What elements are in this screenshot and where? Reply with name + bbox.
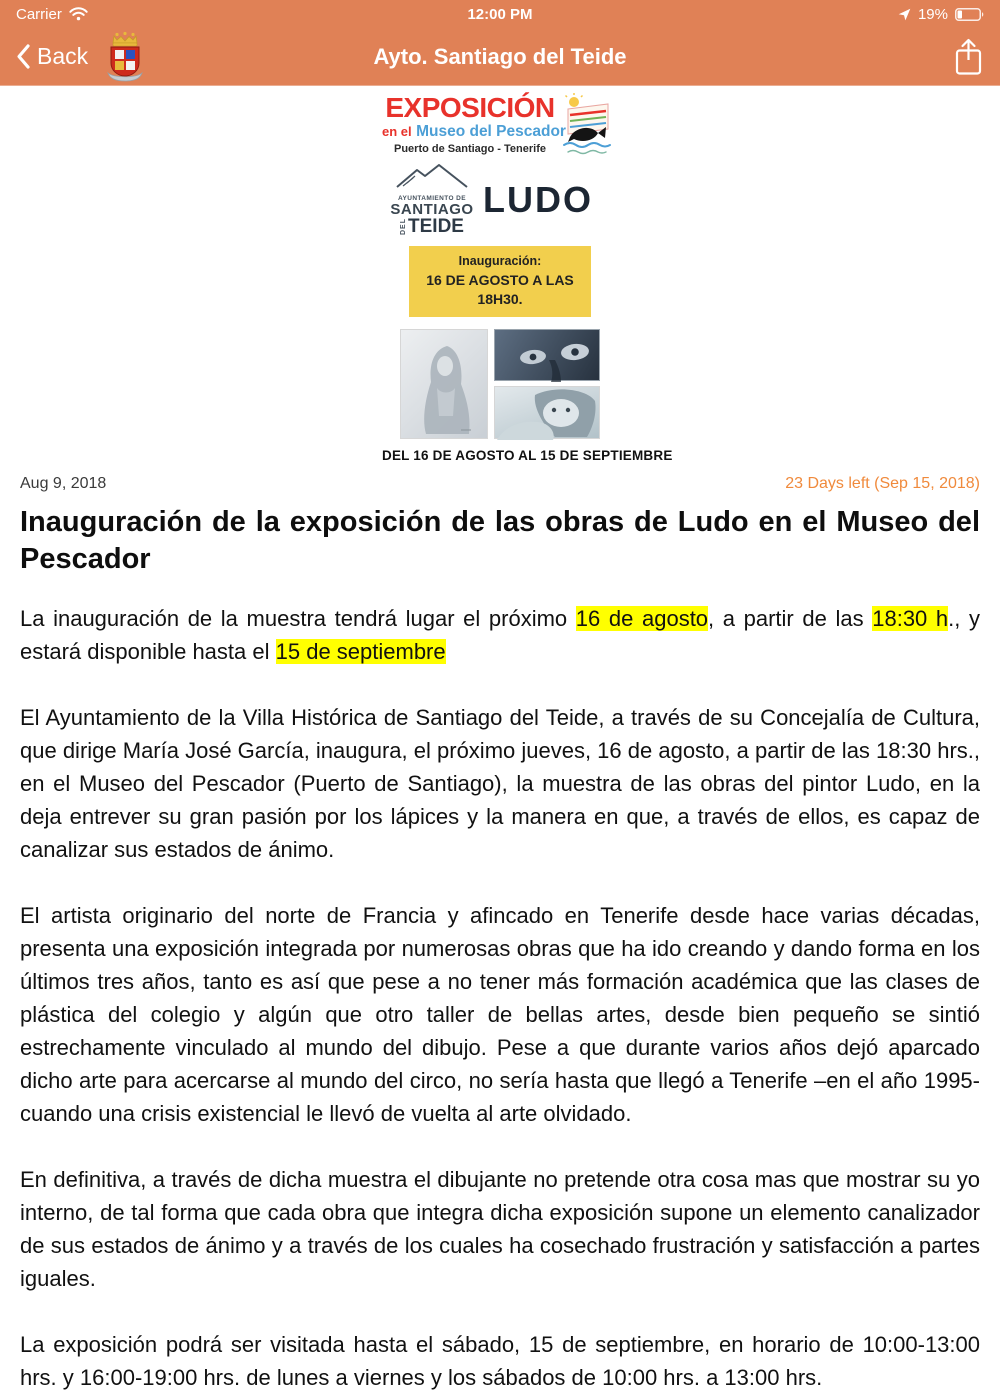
event-poster [382,91,673,463]
back-label: Back [37,43,89,69]
share-icon [953,37,984,77]
inauguration-date: 16 DE AGOSTO A LAS 18H30. [426,271,574,308]
subtitle-name: Museo del Pescador [416,123,566,141]
artwork-portrait-drawing [494,386,600,439]
back-button[interactable] [16,43,88,70]
town-crest-icon [104,31,146,83]
highlight-opening-date: 16 de agosto [575,605,709,631]
inauguration-label: Inauguración: [458,254,542,268]
highlight-opening-time: 18:30 h [872,605,949,631]
article-headline: Inauguración de la exposición de las obras de Ludo en el Museo del Pescador [20,505,980,575]
battery-percent: 19% [917,5,948,23]
poster-date-range: DEL 16 DE AGOSTO AL 15 DE SEPTIEMBRE [382,447,673,463]
article-paragraph: La exposición podrá ser visitada hasta el sábado, 15 de septiembre, en horario de 10:00-13:00 hrs. y 16:00-19:00 hrs. de lunes a viernes y los sábados de 10:00 hrs. a 13:00 hrs. [20,1331,980,1390]
nav-title: Ayto. Santiago del Teide [373,43,627,69]
back-chevron-icon [16,44,30,69]
org-name-line3 [382,217,482,236]
poster-title: EXPOSICIÓN [385,92,555,123]
highlight-closing-date: 15 de septiembre [275,638,446,664]
article-meta-row [20,475,980,493]
header [0,0,1000,86]
text-segment: , a partir de las [708,605,873,631]
org-del: DEL [400,218,408,235]
artist-name: LUDO [483,178,593,220]
poster-masthead [382,91,618,159]
article-paragraph: El artista originario del norte de Francia y afincado en Tenerife desde hace varias décadas, presenta una exposición integrada por numerosas obras que ha ido creando y dando forma en los últimos tres años, tanto es así que pese a no tener más formación académica que las clases de plástica del colegio y algún que otro taller de bellas artes, desde bien pequeño se sintió estrechamente vinculado al mundo del dibujo. Pese a que durante varios años dejó aparcado dicho arte para acercarse al mundo del circo, no sería hasta que llegó a Tenerife –en el año 1995- cuando una crisis existencial le llevó de vuelta al arte olvidado. [20,902,980,1126]
poster-location: Puerto de Santiago - Tenerife [394,143,546,156]
published-date: Aug 9, 2018 [20,474,107,492]
org-teide: TEIDE [408,216,464,237]
poster-subtitle [382,123,566,141]
location-arrow-icon [898,8,911,21]
clock: 12:00 PM [467,5,533,23]
artwork-eyes-drawing [494,329,600,381]
article-paragraph: En definitiva, a través de dicha muestra el dibujante no pretende otra cosa mas que mostrar su yo interno, de tal forma que cada obra que integra dicha exposición supone un elemento canalizador de sus estados de ánimo y a través de los cuales ha cosechado frustración y satisfacción a partes iguales. [20,1166,980,1291]
status-bar [0,0,1000,28]
subtitle-prefix: en el [382,124,412,140]
article-paragraph-intro [20,602,980,668]
museo-pescador-logo [558,93,616,159]
org-name-line2: SANTIAGO [390,201,474,218]
poster-artworks [382,329,618,439]
nav-bar [0,28,1000,86]
org-name-line1: AYUNTAMIENTO DE [398,195,466,202]
article-view [0,86,1000,1394]
ayuntamiento-logo [382,163,482,236]
days-left-badge: 23 Days left (Sep 15, 2018) [785,474,980,492]
text-segment: ., y estará disponible hasta el [20,605,981,664]
article-paragraph: El Ayuntamiento de la Villa Histórica de Santiago del Teide, a través de su Concejalía de Cultura, que dirige María José García, inaugura, el próximo jueves, 16 de agosto, a partir de las 18:30 hrs., en el Museo del Pescador (Puerto de Santiago), la muestra de las obras del pintor Ludo, en la deja entrever su gran pasión por los lápices y la manera en que, a través de ellos, es capaz de canalizar sus estados de ánimo. [20,704,980,862]
carrier-label: Carrier [16,5,62,23]
wifi-icon [69,7,88,21]
artwork-madonna-drawing [400,329,488,439]
poster-branding-row [382,163,618,236]
inauguration-box [409,246,591,317]
text-segment: La inauguración de la muestra tendrá lugar el próximo [20,605,576,631]
teide-mountain-icon [393,163,471,189]
share-button[interactable] [953,37,984,77]
battery-icon [955,8,984,21]
